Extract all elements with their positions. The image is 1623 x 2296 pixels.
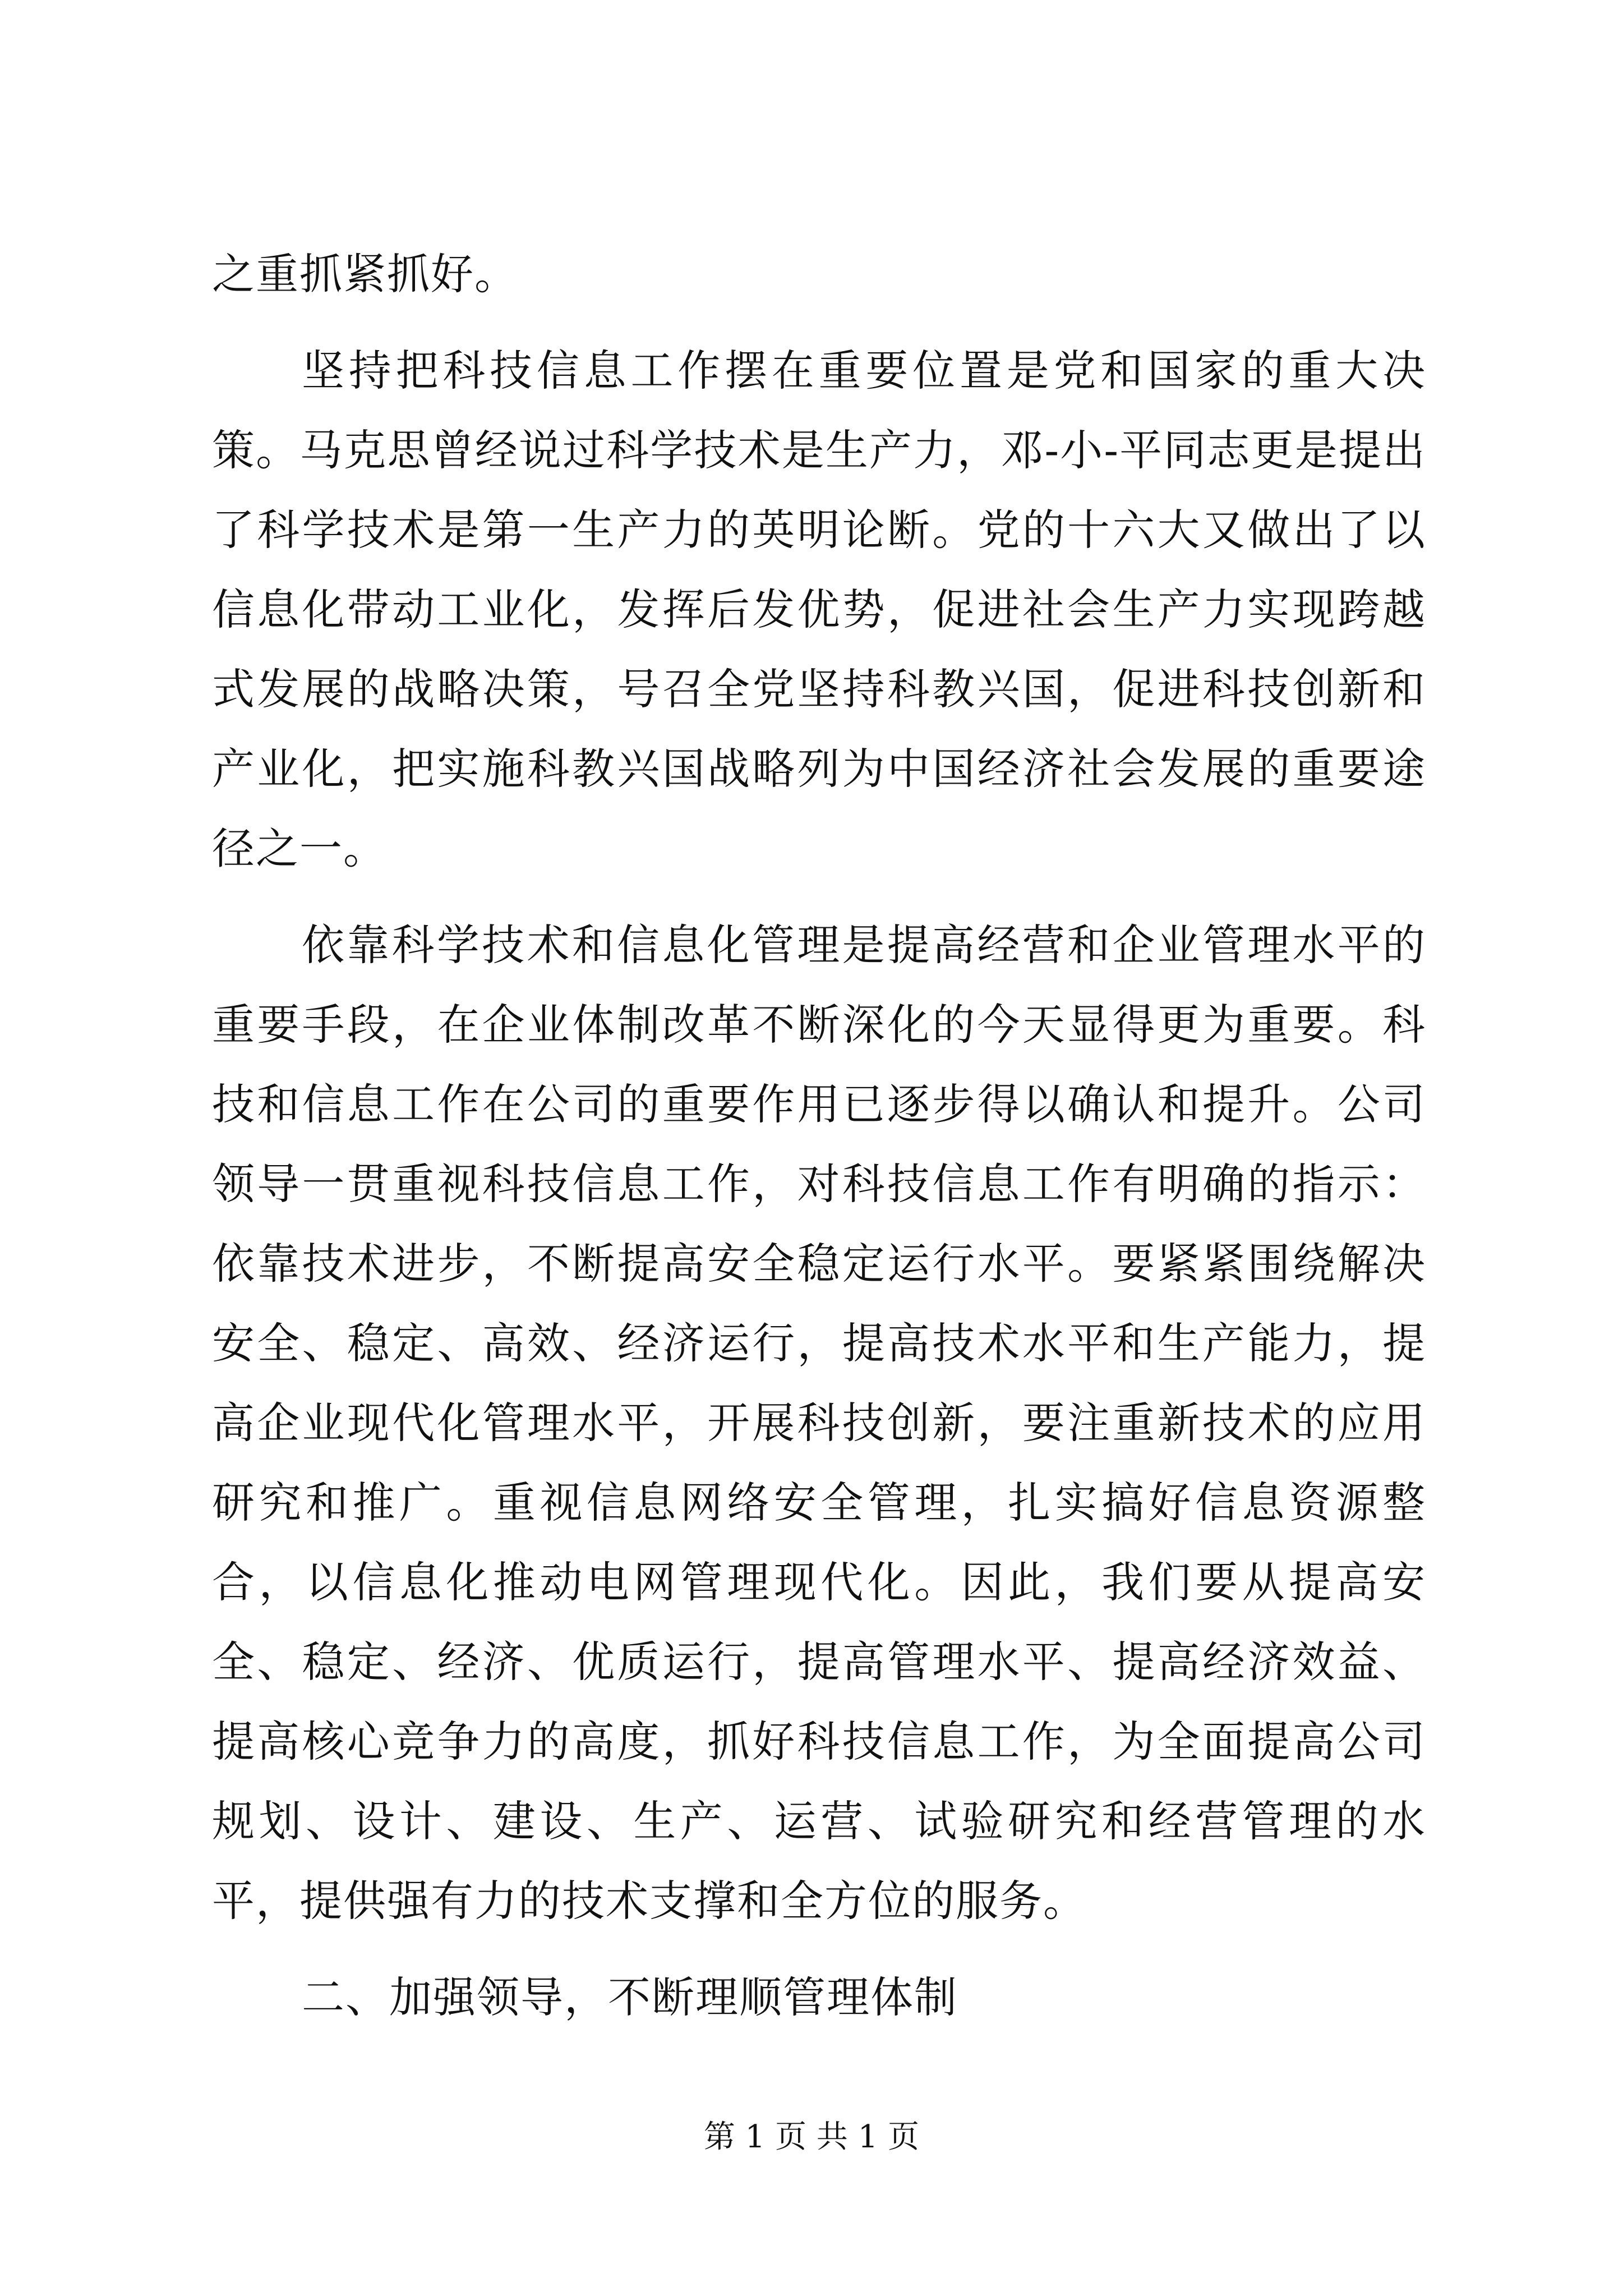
paragraph-management-importance: 依靠科学技术和信息化管理是提高经营和企业管理水平的重要手段，在企业体制改革不断深化的今天显得更为重要。科技和信息工作在公司的重要作用已逐步得以确认和提升。公司领导一贯重视科技信息工作，对科技信息工作有明确的指示：依靠技术进步，不断提高安全稳定运行水平。要紧紧围绕解决安全、稳定、高效、经济运行，提高技术水平和生产能力，提高企业现代化管理水平，开展科技创新，要注重新技术的应用研究和推广。重视信息网络安全管理，扎实搞好信息资源整合，以信息化推动电网管理现代化。因此，我们要从提高安全、稳定、经济、优质运行，提高管理水平、提高经济效益、提高核心竞争力的高度，抓好科技信息工作，为全面提高公司规划、设计、建设、生产、运营、试验研究和经营管理的水平，提供强有力的技术支撑和全方位的服务。 (212, 920, 1426, 1926)
paragraph-continuation: 之重抓紧抓好。 (212, 249, 518, 299)
paragraph-tech-policy: 坚持把科技信息工作摆在重要位置是党和国家的重大决策。马克思曾经说过科学技术是生产力，邓-小-平同志更是提出了科学技术是第一生产力的英明论断。党的十六大又做出了以信息化带动工业化，发挥后发优势，促进社会生产力实现跨越式发展的战略决策，号召全党坚持科教兴国，促进科技创新和产业化，把实施科教兴国战略列为中国经济社会发展的重要途径之一。 (212, 346, 1426, 873)
page-footer: 第 1 页 共 1 页 (703, 2119, 920, 2155)
document-body (212, 234, 1426, 2037)
section-heading-strengthen-leadership: 二、加强领导，不断理顺管理体制 (302, 1972, 958, 2022)
